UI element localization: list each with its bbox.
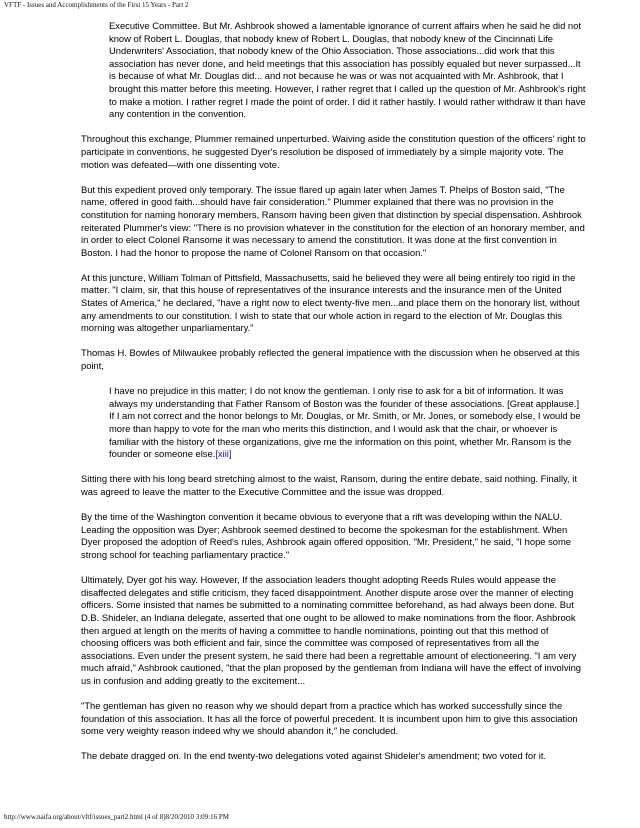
block-quote-bowles (109, 385, 586, 461)
paragraph: "The gentleman has given no reason why we should depart from a practice which has worked successfully since the foundation of this association. It has all the force of powerful precedent. It is incumbent upon him to give this association some very weighty reason indeed why we should abandon it," he concluded. (81, 700, 578, 737)
paragraph: Sitting there with his long beard stretching almost to the waist, Ransom, during the entire debate, said nothing. Finally, it was agreed to leave the matter to the Executive Committee and the issue was dropped. (81, 473, 577, 497)
paragraph: But this expedient proved only temporary. The issue flared up again later when James T. Phelps of Boston said, "The name, offered in good faith...should have fair consideration." Plummer explained that there was no provision in the constitution for naming honorary members, Ransom having been given that distinction by special dispensation. Ashbrook reiterated Plummer's view: "There is no provision whatever in the constitution for the election of an honorary member, and in order to elect Colonel Ransome it was necessary to amend the constitution. It was done at the first convention in Boston. I had the honor to propose the name of Colonel Ransom on that occasion." (81, 183, 585, 258)
paragraph: By the time of the Washington convention it became obvious to everyone that a rift was developing within the NALU. Leading the opposition was Dyer; Ashbrook seemed destined to become the spokesman for the establishment. When Dyer proposed the adoption of Reed's rules, Ashbrook again offered opposition. "Mr. President," he said, "I hope some strong school for teaching parliamentary practice." (81, 511, 572, 560)
print-footer-url: http://www.naifa.org/about/vftf/issues_part2.html (4 of 8)8/20/2010 3:09:16 PM (4, 813, 229, 821)
footnote-link[interactable]: [xiii] (215, 448, 232, 460)
block-quote-ashbrook: Executive Committee. But Mr. Ashbrook showed a lamentable ignorance of current affairs when he said he did not know of Robert L. Douglas, that nobody knew of Robert L. Douglas, that nobody knew of the Cincinnati Life Underwriters' Association, that nobody knew of the Ohio Association. Those associations...did work that this association has never done, and held meetings that this association has possibly equaled but never surpassed...It is because of what Mr. Douglas did... and not because he was or was not acquainted with Mr. Ashbrook, that I brought this matter before this meeting. However, I rather regret that I called up the question of Mr. Ashbrook's right to make a motion. I rather regret I made the point of order. I did it rather hastily. I would rather withdraw it than have any contention in the convention. (109, 20, 586, 120)
paragraph: The debate dragged on. In the end twenty-two delegations voted against Shideler's amendment; two voted for it. (81, 750, 547, 762)
paragraph: Thomas H. Bowles of Milwaukee probably reflected the general impatience with the discussion when he observed at this point, (81, 347, 580, 372)
quote-text: I have no prejudice in this matter; I do not know the gentleman. I only rise to ask for a bit of information. It was always my understanding that Father Ransom of Boston was the founder of these associations. [Great applause.] If I am not correct and the honor belongs to Mr. Douglas, or Mr. Smith, or Mr. Jones, or somebody else, I would be more than happy to vote for the man who merits this distinction, and I would ask that the chair, or whoever is familiar with the history of these organizations, give me the information on this point, whether Mr. Ransom is the founder or someone else. (109, 385, 581, 460)
paragraph: At this juncture, William Tolman of Pittsfield, Massachusetts, said he believed they were all being entirely too rigid in the matter. "I claim, sir, that this house of representatives of the insurance interests and the insurance men of the United States of America," he declared, "have a right now to elect twenty-five men...and place them on the honorary list, without any amendments to our constitution. I wish to state that our whole action in regard to the election of Mr. Douglas this morning was altogether unparliamentary." (81, 271, 580, 334)
paragraph: Throughout this exchange, Plummer remained unperturbed. Waiving aside the constitution question of the officers' right to participate in conventions, he suggested Dyer's resolution be disposed of immediately by a simple majority vote. The motion was defeated—with one dissenting vote. (81, 133, 586, 170)
paragraph: Ultimately, Dyer got his way. However, If the association leaders thought adopting Reeds Rules would appease the disaffected delegates and stifle criticism, they faced disappointment. Another dispute arose over the manner of electing officers. Some insisted that names be submitted to a nominating committee beforehand, as had always been done. But D.B. Shideler, an Indiana delegate, asserted that one ought to be allowed to make nominations from the floor. Ashbrook then argued at length on the merits of having a committee to handle nominations, pointing out that this method of choosing officers was both efficient and fair, since the committee was composed of representatives from all the associations. Even under the present system, he said there had been a regrettable amount of electioneering. "I am very much afraid," Ashbrook cautioned, "that the plan proposed by the gentleman from Indiana will have the effect of involving us in confusion and adding greatly to the excitement... (81, 574, 582, 686)
article-body (81, 20, 586, 776)
print-header-title: VFTF - Issues and Accomplishments of the First 15 Years - Part 2 (4, 1, 189, 9)
